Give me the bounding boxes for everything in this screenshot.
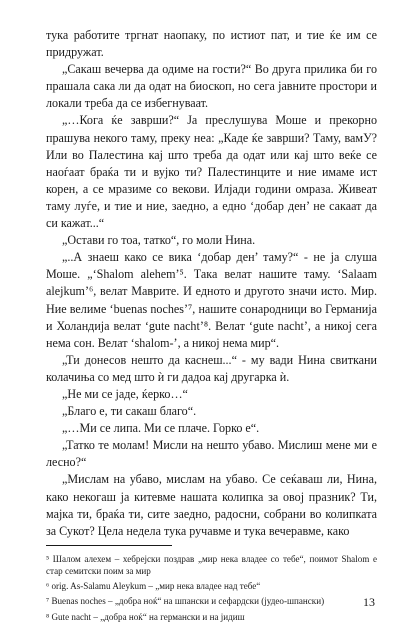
footnote: ⁸ Gute nacht – „добра ноќ“ на германски и на јидиш [46,611,245,622]
footnote: ⁵ Шалом алехем – хебрејски поздрав „мир нека владее со тебе“, поимот Shalom е стар семитски поим за мир [46,553,377,577]
paragraph: „Ти донесов нешто да каснеш...“ - му вади Нина свиткани колачиња со мед што ѝ ги дадоа кај другарка ѝ. [46,352,377,384]
paragraph: „…Кога ќе заврши?“ Ја преслушува Моше и прекорно прашува некого таму, преку неа: „Каде ќе заврши? Таму, вамУ? Или во Палестина кај што треба да одат или кај што веќе се наоѓаат браќа ти и вујко ти? Палестинците и ние имаме ист корен, а се мразиме со векови. Илјади години омраза. Живеат таму луѓе, и тие и ние, заедно, а едно ‘добар ден’ не сакаат да си кажат...“ [46,113,377,231]
page-body [46,27,377,626]
footnote-divider [46,545,172,546]
footnote: ⁶ orig. As-Salamu Aleykum – „мир нека владее над тебе“ [46,581,261,592]
paragraph: „..А знаеш како се вика ‘добар ден’ таму?“ - не ја слуша Моше. „‘Shalom alehem’⁵. Така велат нашите таму. ‘Salaam alejkum’⁶, велат Маврите. И едното и другото значи исто. Мир. Ние велиме ‘buenas noches’⁷, нашите сонародници во Германија и Холандија велат ‘gute nacht’⁸. Велат ‘gute nacht’, а никој сега нема сон. Велат ‘shalom-’, а никој нема мир“. [46,250,377,350]
paragraph: „Мислам на убаво, мислам на убаво. Се сеќаваш ли, Нина, како некогаш ја китевме нашата колипка за овој празник? Ти, мајка ти, браќа ти, сите заедно, радосни, собрани во колипката за Сукот? Цела недела тука ручавме и тука вечеравме, како [46,472,377,538]
paragraph: „Татко те молам! Мисли на нешто убаво. Мислиш мене ми е лесно?“ [46,438,377,470]
paragraph: „…Ми се липа. Ми се плаче. Горко е“. [62,421,260,436]
paragraph: тука работите тргнат наопаку, по истиот пат, и тие ќе им се придружат. [46,28,377,60]
paragraph: „Не ми се јаде, ќерко…“ [62,386,188,401]
page-number: 13 [363,595,375,609]
paragraph: „Сакаш вечерва да одиме на гости?“ Во друга прилика би го прашала сака ли да одат на биоскоп, но сега јавните простори и локали треба да се избегнуваат. [46,62,377,111]
footnote: ⁷ Buenas noches – „добра ноќ“ на шпански и сефардски (јудео-шпански) [46,596,325,607]
paragraph: „Благо е, ти сакаш благо“. [62,404,197,419]
paragraph: „Остави го тоа, татко“, го моли Нина. [62,233,256,248]
